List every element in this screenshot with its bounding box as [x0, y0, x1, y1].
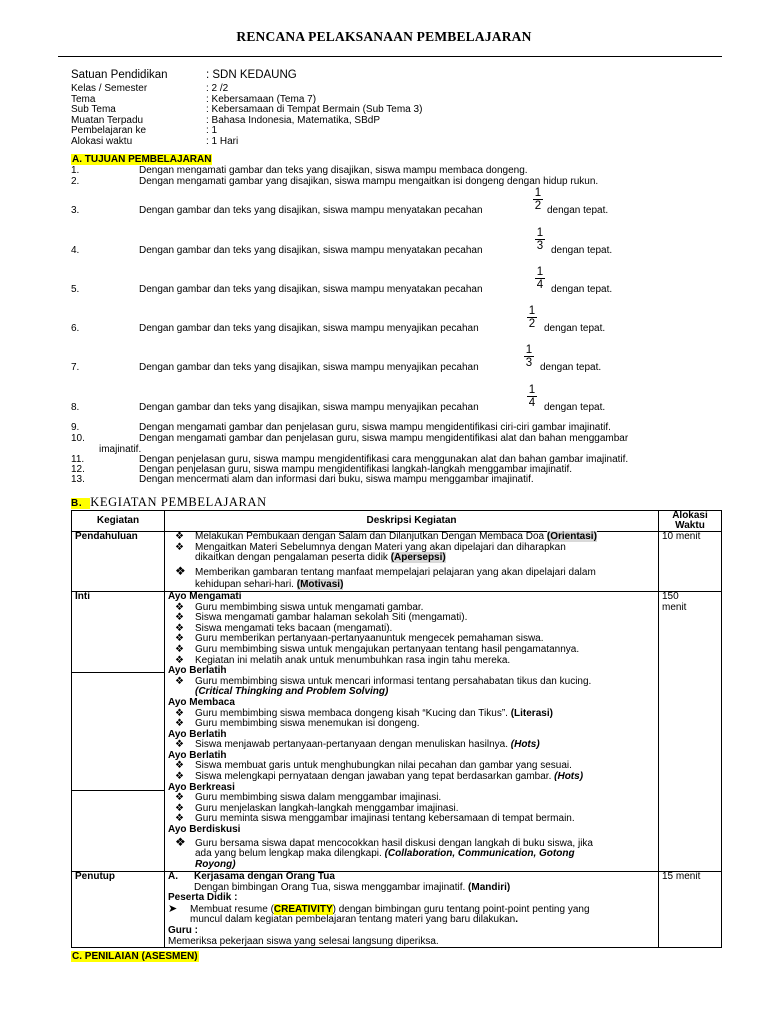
- fraction-numerator: 1: [534, 187, 542, 199]
- objective-tail: dengan tepat.: [540, 362, 602, 373]
- subheading: Ayo Berlatih: [168, 665, 227, 677]
- objective-text: Dengan penjelasan guru, siswa mampu mengidentifikasi langkah-langkah menggambar imajinatif.: [139, 464, 573, 475]
- info-key: Sub Tema: [71, 104, 116, 115]
- desc-text: dikaitkan dengan pengalaman peserta didik: [195, 552, 391, 564]
- fraction-numerator: 1: [536, 266, 544, 278]
- info-key: Alokasi waktu: [71, 136, 133, 147]
- desc-text: Dengan bimbingan Orang Tua, siswa menggambar imajinatif.: [194, 881, 469, 893]
- subheading: Ayo Berlatih: [168, 728, 227, 740]
- diamond-bullet-icon: ❖: [175, 654, 184, 666]
- row-time-value: 150: [662, 590, 679, 602]
- desc-emphasis: (Collaboration, Communication, Gotong: [384, 848, 575, 860]
- fraction-denominator: 4: [536, 279, 544, 291]
- diamond-bullet-icon: ❖: [175, 802, 184, 814]
- info-key: Pembelajaran ke: [71, 125, 147, 136]
- desc-text: Guru membimbing siswa menemukan isi dongeng.: [195, 718, 420, 730]
- fraction-numerator: 1: [528, 305, 536, 317]
- info-key: Satuan Pendidikan: [71, 69, 168, 81]
- fraction-numerator: 1: [528, 384, 536, 396]
- info-value: : Kebersamaan di Tempat Bermain (Sub Tema 3): [206, 104, 423, 115]
- row-label-blank: [72, 673, 164, 791]
- row-label-blank: [72, 791, 164, 871]
- desc-text: kehidupan sehari-hari.: [195, 579, 297, 591]
- desc-text: Guru membimbing siswa untuk mencari informasi tentang persahabatan tikus dan kucing.: [195, 675, 592, 687]
- objective-number: 12.: [71, 464, 85, 475]
- header-alokasi-line2: Waktu: [675, 520, 705, 531]
- row-description: [165, 532, 659, 592]
- diamond-bullet-icon: ❖: [175, 834, 186, 849]
- desc-text: Melakukan Pembukaan dengan Salam dan Dilanjutkan Dengan Membaca Doa: [195, 531, 547, 542]
- fraction-denominator: 2: [528, 318, 536, 330]
- section-b-letter: B.: [71, 498, 90, 509]
- objective-tail: dengan tepat.: [547, 205, 609, 216]
- row-label-text: Inti: [72, 592, 164, 673]
- fraction-denominator: 2: [534, 200, 542, 212]
- activity-table: [71, 510, 722, 948]
- objective-text: Dengan penjelasan guru, siswa mampu mengidentifikasi cara menggunakan alat dan bahan gambar imajinatif.: [139, 454, 629, 465]
- desc-text: ) dengan bimbingan guru tentang point-point penting yang: [332, 903, 590, 915]
- diamond-bullet-icon: ❖: [175, 675, 184, 687]
- row-time: 15 menit: [659, 871, 722, 947]
- diamond-bullet-icon: ❖: [175, 792, 184, 804]
- info-value: : Kebersamaan (Tema 7): [206, 94, 317, 105]
- fraction: [534, 227, 546, 252]
- objective-number: 7.: [71, 362, 80, 373]
- fraction: [534, 266, 546, 291]
- subheading: Peserta Didik :: [168, 892, 238, 904]
- desc-text: Guru bersama siswa dapat mencocokkan hasil diskusi dengan langkah di buku siswa, jika: [195, 837, 593, 849]
- fraction: [526, 305, 538, 330]
- diamond-bullet-icon: ❖: [175, 612, 184, 624]
- objective-number: 3.: [71, 205, 80, 216]
- row-label: Penutup: [72, 871, 165, 947]
- table-row: [72, 532, 722, 592]
- desc-text: Membuat resume (: [190, 903, 274, 915]
- diamond-bullet-icon: ❖: [175, 633, 184, 645]
- objective-text: Dengan mengamati gambar dan penjelasan guru, siswa mampu mengidentifikasi ciri-ciri gambar imajinatif.: [139, 422, 611, 433]
- table-row: [72, 871, 722, 947]
- objective-number: 11.: [71, 454, 85, 465]
- objective-tail: dengan tepat.: [551, 245, 613, 256]
- objective-number: 5.: [71, 284, 80, 295]
- desc-emphasis: Royong): [195, 858, 236, 870]
- objective-number: 6.: [71, 323, 80, 334]
- desc-emphasis: (Critical Thingking and Problem Solving): [195, 686, 389, 698]
- row-label: [72, 591, 165, 871]
- objective-text: Dengan gambar dan teks yang disajikan, siswa mampu menyatakan pecahan: [139, 245, 483, 256]
- fraction-denominator: 3: [525, 357, 533, 369]
- diamond-bullet-icon: ❖: [175, 643, 184, 655]
- desc-highlight: (Motivasi): [296, 579, 344, 591]
- desc-highlight: (Apersepsi): [390, 552, 446, 564]
- info-value: : Bahasa Indonesia, Matematika, SBdP: [206, 115, 380, 126]
- desc-emphasis: (Hots): [554, 771, 584, 783]
- diamond-bullet-icon: ❖: [175, 707, 184, 719]
- document-title: RENCANA PELAKSANAAN PEMBELAJARAN: [236, 29, 532, 44]
- desc-text: ada yang belum lengkap maka dilengkapi.: [195, 848, 385, 860]
- list-letter: A.: [168, 870, 178, 882]
- desc-text: Kegiatan ini melatih anak untuk menumbuhkan rasa ingin tahu mereka.: [195, 654, 511, 666]
- header-alokasi-line1: Alokasi: [672, 510, 708, 521]
- diamond-bullet-icon: ❖: [175, 760, 184, 772]
- row-description: A. Kerjasama dengan Orang Tua Dengan bimbingan Orang Tua, siswa menggambar imajinatif. (Mandiri) Peserta Didik : ➤ Membuat resume (CREATIVITY) dengan bimbingan guru tentang point-point penting yang muncul dalam kegiatan pembelajaran tentang materi yang baru dilakukan. Guru : Memeriksa pekerjaan siswa yang selesai langsung diperiksa.: [165, 871, 659, 947]
- info-value: : 2 /2: [206, 83, 229, 94]
- desc-text: Siswa menjawab pertanyaan-pertanyaan dengan menuliskan hasilnya.: [195, 739, 511, 751]
- desc-highlight: (Orientasi): [546, 531, 597, 542]
- desc-emphasis: (Literasi): [510, 707, 553, 719]
- info-value: : 1: [206, 125, 218, 136]
- info-value: : SDN KEDAUNG: [206, 69, 297, 81]
- diamond-bullet-icon: ❖: [175, 718, 184, 730]
- objective-tail: dengan tepat.: [544, 323, 606, 334]
- objective-number: 8.: [71, 402, 80, 413]
- arrow-bullet-icon: ➤: [168, 902, 178, 915]
- diamond-bullet-icon: ❖: [175, 563, 186, 578]
- subheading: Kerjasama dengan Orang Tua: [194, 870, 335, 882]
- diamond-bullet-icon: ❖: [175, 771, 184, 783]
- objective-number: 10.: [71, 433, 85, 444]
- objective-number: 4.: [71, 245, 80, 256]
- subheading: Ayo Berdiskusi: [168, 824, 241, 836]
- row-time: 10 menit: [659, 532, 722, 592]
- desc-text: Siswa melengkapi pernyataan dengan jawaban yang tepat berdasarkan gambar.: [195, 771, 555, 783]
- subheading: Ayo Berkreasi: [168, 781, 235, 793]
- objective-text: Dengan gambar dan teks yang disajikan, siswa mampu menyajikan pecahan: [139, 362, 479, 373]
- objective-text: Dengan mencermati alam dan informasi dari buku, siswa mampu menggambar imajinatif.: [139, 474, 534, 485]
- diamond-bullet-icon: ❖: [175, 739, 184, 751]
- desc-text: Memeriksa pekerjaan siswa yang selesai langsung diperiksa.: [168, 935, 439, 947]
- fraction-denominator: 4: [528, 397, 536, 409]
- objective-text-continued: imajinatif.: [99, 444, 142, 455]
- fraction-numerator: 1: [525, 344, 533, 356]
- desc-text: Guru membimbing siswa untuk mengajukan pertanyaan tentang hasil pengamatannya.: [195, 643, 580, 655]
- objective-number: 1.: [71, 165, 80, 176]
- desc-text: Siswa mengamati teks bacaan (mengamati).: [195, 622, 393, 634]
- desc-text: Siswa membuat garis untuk menghubungkan nilai pecahan dan gambar yang sesuai.: [195, 760, 572, 772]
- desc-text: Mengaitkan Materi Sebelumnya dengan Materi yang akan dipelajari dan diharapkan: [195, 541, 566, 553]
- diamond-bullet-icon: ❖: [175, 813, 184, 825]
- fraction-denominator: 3: [536, 240, 544, 252]
- desc-text: muncul dalam kegiatan pembelajaran tentang materi yang baru dilakukan: [190, 914, 516, 926]
- desc-text: Guru membimbing siswa dalam menggambar imajinasi.: [195, 792, 442, 804]
- info-value: : 1 Hari: [206, 136, 239, 147]
- desc-emphasis: (Mandiri): [468, 881, 511, 893]
- fraction: [523, 344, 535, 369]
- objective-text: Dengan mengamati gambar yang disajikan, siswa mampu mengaitkan isi dongeng dengan hidup rukun.: [139, 176, 599, 187]
- objective-text: Dengan gambar dan teks yang disajikan, siswa mampu menyatakan pecahan: [139, 205, 483, 216]
- objective-text: Dengan mengamati gambar dan penjelasan guru, siswa mampu mengidentifikasi alat dan bahan menggambar: [139, 433, 629, 444]
- row-time-unit: menit: [662, 601, 687, 613]
- title-divider: [58, 56, 722, 57]
- fraction: [532, 187, 544, 212]
- objective-number: 13.: [71, 474, 85, 485]
- info-key: Tema: [71, 94, 96, 105]
- header-kegiatan: Kegiatan: [72, 511, 165, 532]
- table-row: [72, 591, 722, 871]
- objective-text: Dengan gambar dan teks yang disajikan, siswa mampu menyajikan pecahan: [139, 323, 479, 334]
- row-label: Pendahuluan: [72, 532, 165, 592]
- row-description: [165, 591, 659, 871]
- diamond-bullet-icon: ❖: [175, 531, 184, 542]
- desc-text: Siswa mengamati gambar halaman sekolah Siti (mengamati).: [195, 612, 468, 624]
- objective-tail: dengan tepat.: [544, 402, 606, 413]
- fraction-numerator: 1: [536, 227, 544, 239]
- diamond-bullet-icon: ❖: [175, 601, 184, 613]
- desc-text: Guru membimbing siswa membaca dongeng kisah “Kucing dan Tikus”.: [195, 707, 511, 719]
- desc-text: Guru memberikan pertanyaan-pertanyaanuntuk mengecek pemahaman siswa.: [195, 633, 544, 645]
- objective-number: 9.: [71, 422, 80, 433]
- subheading: Ayo Membaca: [168, 696, 235, 708]
- desc-text: Guru menjelaskan langkah-langkah menggambar imajinasi.: [195, 802, 459, 814]
- diamond-bullet-icon: ❖: [175, 622, 184, 634]
- objective-text: Dengan gambar dan teks yang disajikan, siswa mampu menyajikan pecahan: [139, 402, 479, 413]
- subheading: Ayo Berlatih: [168, 749, 227, 761]
- subheading: Ayo Mengamati: [168, 590, 242, 602]
- objective-number: 2.: [71, 176, 80, 187]
- section-b-heading: [71, 496, 267, 510]
- desc-text: Memberikan gambaran tentang manfaat mempelajari pelajaran yang akan dipelajari dalam: [195, 566, 596, 578]
- fraction: [526, 384, 538, 409]
- section-a-heading: A. TUJUAN PEMBELAJARAN: [72, 154, 212, 165]
- desc-text: Guru membimbing siswa untuk mengamati gambar.: [195, 601, 424, 613]
- subheading: Guru :: [168, 924, 198, 936]
- desc-emphasis: (Hots): [510, 739, 540, 751]
- header-alokasi: [659, 511, 722, 532]
- diamond-bullet-icon: ❖: [175, 541, 184, 553]
- desc-text: Guru meminta siswa menggambar imajinasi tentang kebersamaan di tempat bermain.: [195, 813, 575, 825]
- objective-text: Dengan gambar dan teks yang disajikan, siswa mampu menyatakan pecahan: [139, 284, 483, 295]
- desc-highlight: CREATIVITY: [273, 903, 333, 915]
- section-b-label: KEGIATAN PEMBELAJARAN: [90, 495, 267, 509]
- header-deskripsi: Deskripsi Kegiatan: [165, 511, 659, 532]
- table-header-row: [72, 511, 722, 532]
- info-key: Kelas / Semester: [71, 83, 148, 94]
- section-c-heading: C. PENILAIAN (ASESMEN): [72, 951, 198, 962]
- row-time: [659, 591, 722, 871]
- objective-tail: dengan tepat.: [551, 284, 613, 295]
- objective-text: Dengan mengamati gambar dan teks yang disajikan, siswa mampu membaca dongeng.: [139, 165, 528, 176]
- info-key: Muatan Terpadu: [71, 115, 144, 126]
